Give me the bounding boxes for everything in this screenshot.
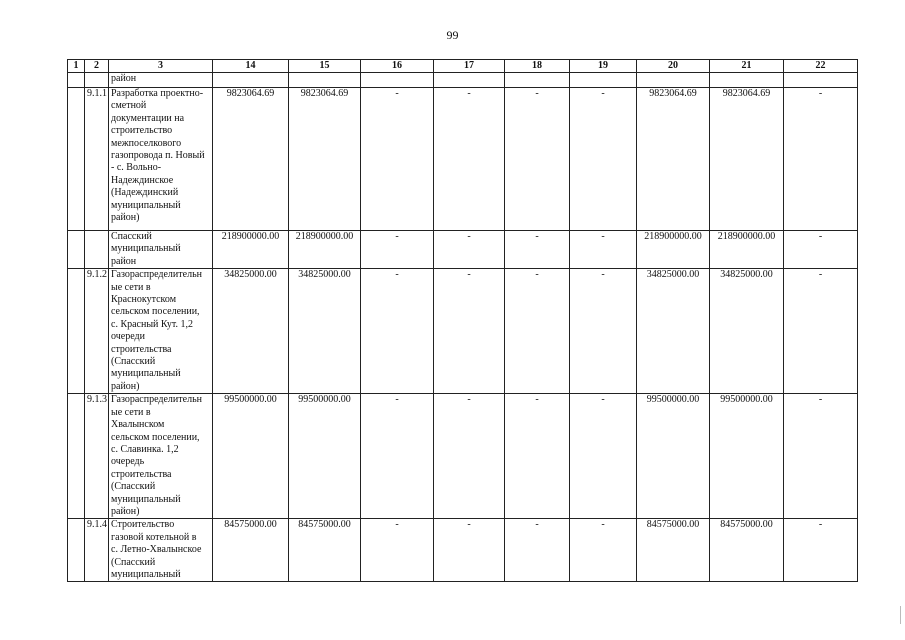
cell-col19 <box>570 73 637 88</box>
cell-col16: - <box>361 231 434 269</box>
cell-col19: - <box>570 519 637 582</box>
header-cell: 14 <box>213 60 289 73</box>
cell-col17: - <box>434 269 505 394</box>
cell-col21: 99500000.00 <box>710 394 784 519</box>
scroll-edge-mark <box>900 606 901 624</box>
cell-item-number: 9.1.4 <box>85 519 109 582</box>
cell-col14: 218900000.00 <box>213 231 289 269</box>
header-cell: 20 <box>637 60 710 73</box>
cell-col14: 34825000.00 <box>213 269 289 394</box>
header-cell: 19 <box>570 60 637 73</box>
cell-col14 <box>213 73 289 88</box>
cell-item-number: 9.1.2 <box>85 269 109 394</box>
cell-col18: - <box>505 394 570 519</box>
header-cell: 22 <box>784 60 858 73</box>
cell-col16: - <box>361 88 434 231</box>
cell-col20: 218900000.00 <box>637 231 710 269</box>
header-cell: 15 <box>289 60 361 73</box>
cell-col16: - <box>361 394 434 519</box>
cell-col20: 84575000.00 <box>637 519 710 582</box>
cell-col19: - <box>570 394 637 519</box>
cell-col20: 99500000.00 <box>637 394 710 519</box>
cell-description: Спасский муниципальный район <box>109 231 213 269</box>
cell-col16 <box>361 73 434 88</box>
cell-col1 <box>68 88 85 231</box>
cell-col15 <box>289 73 361 88</box>
header-cell: 16 <box>361 60 434 73</box>
cell-description: Газораспределительн ые сети в Краснокутском сельском поселении, с. Красный Кут. 1,2 очереди строительства (Спасский муниципальный район) <box>109 269 213 394</box>
table-row <box>68 519 858 582</box>
cell-col18: - <box>505 88 570 231</box>
cell-item-number <box>85 231 109 269</box>
cell-col21: 34825000.00 <box>710 269 784 394</box>
cell-col14: 84575000.00 <box>213 519 289 582</box>
table-row <box>68 88 858 231</box>
cell-col1 <box>68 269 85 394</box>
data-table <box>67 59 858 582</box>
cell-col19: - <box>570 88 637 231</box>
cell-col1 <box>68 519 85 582</box>
cell-col17: - <box>434 519 505 582</box>
cell-col15: 9823064.69 <box>289 88 361 231</box>
cell-col1 <box>68 73 85 88</box>
cell-col15: 99500000.00 <box>289 394 361 519</box>
cell-col16: - <box>361 519 434 582</box>
cell-col20 <box>637 73 710 88</box>
cell-col22: - <box>784 269 858 394</box>
cell-item-number: 9.1.1 <box>85 88 109 231</box>
table-row <box>68 394 858 519</box>
cell-col22: - <box>784 231 858 269</box>
cell-col22: - <box>784 88 858 231</box>
table-row <box>68 269 858 394</box>
cell-col17: - <box>434 231 505 269</box>
cell-col15: 84575000.00 <box>289 519 361 582</box>
cell-item-number <box>85 73 109 88</box>
cell-col22: - <box>784 519 858 582</box>
cell-col14: 99500000.00 <box>213 394 289 519</box>
cell-col21: 9823064.69 <box>710 88 784 231</box>
cell-item-number: 9.1.3 <box>85 394 109 519</box>
cell-description: Строительство газовой котельной в с. Летно-Хвалынское (Спасский муниципальный <box>109 519 213 582</box>
header-cell: 21 <box>710 60 784 73</box>
page-number: 99 <box>446 28 459 42</box>
cell-col21 <box>710 73 784 88</box>
header-cell: 18 <box>505 60 570 73</box>
table-row <box>68 73 858 88</box>
cell-col15: 34825000.00 <box>289 269 361 394</box>
cell-col22 <box>784 73 858 88</box>
header-row <box>68 60 858 73</box>
cell-col19: - <box>570 231 637 269</box>
cell-col20: 9823064.69 <box>637 88 710 231</box>
cell-col20: 34825000.00 <box>637 269 710 394</box>
cell-col22: - <box>784 394 858 519</box>
header-cell: 1 <box>68 60 85 73</box>
cell-description: Разработка проектно- сметной документации на строительство межпоселкового газопровода п. Новый - с. Вольно- Надеждинское (Надеждинский муниципальный район) <box>109 88 213 231</box>
table-row <box>68 231 858 269</box>
cell-description: Газораспределительн ые сети в Хвалынском сельском поселении, с. Славинка. 1,2 очередь строительства (Спасский муниципальный район) <box>109 394 213 519</box>
cell-col1 <box>68 394 85 519</box>
cell-col15: 218900000.00 <box>289 231 361 269</box>
cell-col18: - <box>505 519 570 582</box>
cell-col18: - <box>505 269 570 394</box>
cell-col14: 9823064.69 <box>213 88 289 231</box>
header-cell: 3 <box>109 60 213 73</box>
cell-col21: 84575000.00 <box>710 519 784 582</box>
cell-col1 <box>68 231 85 269</box>
cell-col19: - <box>570 269 637 394</box>
cell-col18: - <box>505 231 570 269</box>
header-cell: 2 <box>85 60 109 73</box>
cell-col17: - <box>434 88 505 231</box>
cell-description: район <box>109 73 213 88</box>
cell-col16: - <box>361 269 434 394</box>
cell-col17: - <box>434 394 505 519</box>
cell-col21: 218900000.00 <box>710 231 784 269</box>
cell-col17 <box>434 73 505 88</box>
header-cell: 17 <box>434 60 505 73</box>
cell-col18 <box>505 73 570 88</box>
